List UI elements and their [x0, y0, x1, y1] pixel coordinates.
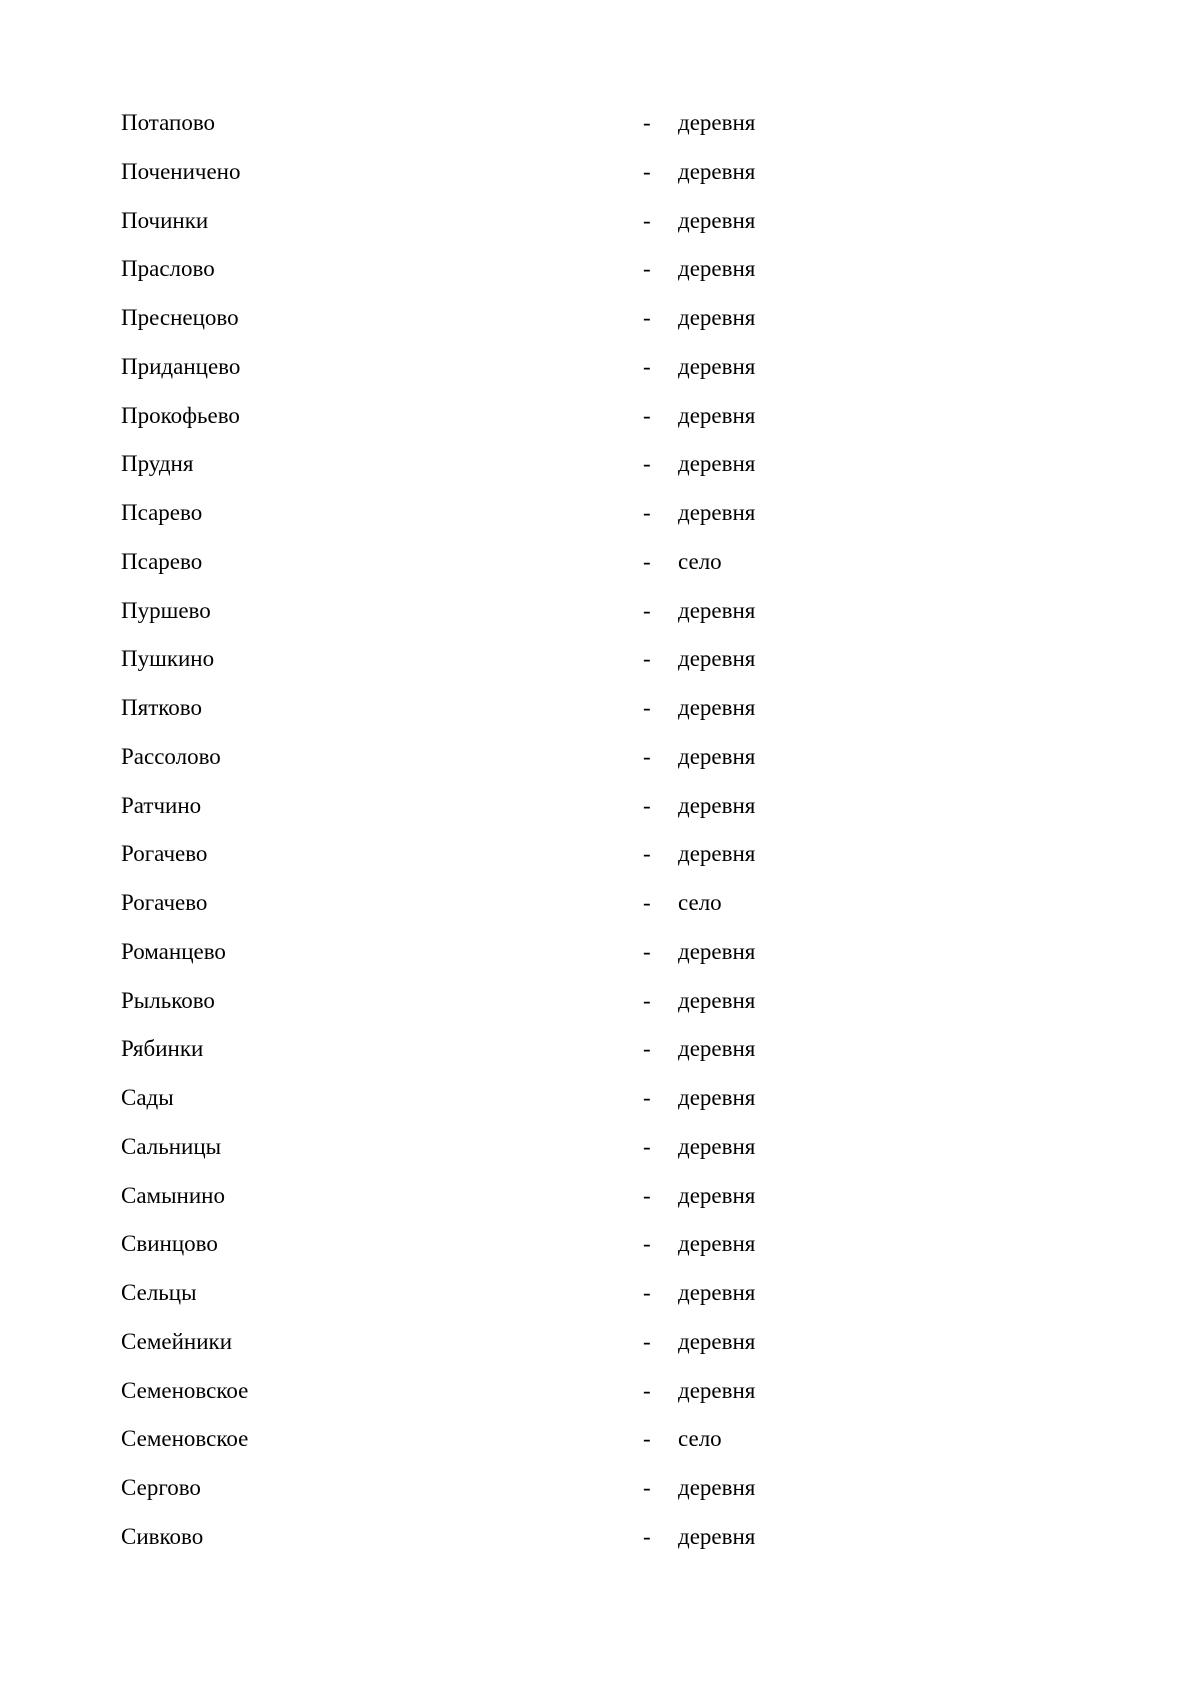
separator-dash: - [643, 1377, 651, 1403]
settlement-name: Рябинки [121, 1036, 204, 1062]
list-item [121, 742, 1021, 791]
separator-dash: - [643, 743, 651, 769]
settlement-name: Сальницы [121, 1133, 222, 1159]
separator-dash: - [643, 1133, 651, 1159]
settlement-name: Ратчино [121, 792, 202, 818]
settlement-name: Поченичено [121, 158, 241, 184]
separator-dash: - [643, 1085, 651, 1110]
settlement-type: деревня [678, 158, 756, 184]
settlement-type: деревня [678, 1231, 756, 1257]
list-item [121, 693, 1021, 742]
list-item [121, 1229, 1021, 1278]
separator-dash: - [643, 695, 651, 720]
settlement-name: Прудня [121, 451, 194, 477]
settlement-name: Сивково [121, 1523, 204, 1549]
separator-dash: - [643, 500, 651, 525]
separator-dash: - [643, 402, 651, 428]
settlement-type: деревня [678, 353, 756, 379]
settlement-name: Сергово [121, 1475, 201, 1500]
settlement-name: Рогачево [121, 890, 208, 915]
list-item [121, 1327, 1021, 1376]
list-item [121, 937, 1021, 986]
separator-dash: - [643, 451, 651, 477]
settlement-type: деревня [678, 1133, 756, 1159]
list-item [121, 644, 1021, 693]
list-item [121, 839, 1021, 888]
settlement-name: Свинцово [121, 1231, 218, 1257]
settlement-type: деревня [678, 792, 756, 818]
list-item [121, 791, 1021, 840]
settlement-name: Псарево [121, 500, 203, 525]
settlement-name: Пятково [121, 695, 202, 720]
separator-dash: - [643, 938, 651, 964]
settlement-type: деревня [678, 646, 756, 672]
separator-dash: - [643, 597, 651, 623]
settlement-type: деревня [678, 1036, 756, 1062]
list-item [121, 108, 1021, 157]
settlement-name: Рогачево [121, 841, 208, 867]
list-item [121, 206, 1021, 255]
list-item [121, 1522, 1021, 1571]
separator-dash: - [643, 1523, 651, 1549]
settlement-name: Преснецово [121, 305, 239, 330]
separator-dash: - [643, 1426, 651, 1452]
settlement-type: деревня [678, 1523, 756, 1549]
settlement-type: деревня [678, 1328, 756, 1354]
list-item [121, 1278, 1021, 1327]
separator-dash: - [643, 1280, 651, 1305]
list-item [121, 986, 1021, 1035]
list-item [121, 303, 1021, 352]
list-item [121, 449, 1021, 498]
settlement-type: деревня [678, 402, 756, 428]
settlement-type: деревня [678, 597, 756, 623]
separator-dash: - [643, 1475, 651, 1500]
settlement-name: Семейники [121, 1328, 233, 1354]
settlement-type: деревня [678, 1085, 756, 1110]
settlement-type: деревня [678, 451, 756, 477]
settlement-type: деревня [678, 110, 756, 135]
settlement-name: Самынино [121, 1182, 225, 1208]
separator-dash: - [643, 158, 651, 184]
separator-dash: - [643, 305, 651, 330]
separator-dash: - [643, 548, 651, 574]
settlement-type: деревня [678, 1377, 756, 1403]
separator-dash: - [643, 256, 651, 282]
settlement-type: деревня [678, 987, 756, 1013]
separator-dash: - [643, 890, 651, 915]
settlement-type: деревня [678, 743, 756, 769]
separator-dash: - [643, 353, 651, 379]
list-item [121, 1473, 1021, 1522]
settlement-type: деревня [678, 1182, 756, 1208]
separator-dash: - [643, 1328, 651, 1354]
separator-dash: - [643, 1231, 651, 1257]
settlement-name: Семеновское [121, 1377, 249, 1403]
list-item [121, 547, 1021, 596]
list-item [121, 401, 1021, 450]
separator-dash: - [643, 841, 651, 867]
list-item [121, 888, 1021, 937]
settlement-type: деревня [678, 1475, 756, 1500]
list-item [121, 1181, 1021, 1230]
list-item [121, 1083, 1021, 1132]
separator-dash: - [643, 1036, 651, 1062]
settlement-type: село [678, 1426, 722, 1452]
list-item [121, 352, 1021, 401]
list-item [121, 254, 1021, 303]
separator-dash: - [643, 792, 651, 818]
settlement-name: Романцево [121, 938, 226, 964]
settlement-name: Прокофьево [121, 402, 240, 428]
settlement-name: Пуршево [121, 597, 211, 623]
separator-dash: - [643, 1182, 651, 1208]
settlement-type: деревня [678, 256, 756, 282]
list-item [121, 1034, 1021, 1083]
settlement-type: деревня [678, 500, 756, 525]
settlement-type: деревня [678, 695, 756, 720]
settlement-name: Сады [121, 1085, 174, 1110]
settlement-name: Семеновское [121, 1426, 249, 1452]
settlement-type: село [678, 890, 722, 915]
settlement-type: деревня [678, 305, 756, 330]
list-item [121, 498, 1021, 547]
settlement-name: Починки [121, 207, 209, 233]
list-item [121, 157, 1021, 206]
settlement-list [121, 108, 1021, 1571]
settlement-type: деревня [678, 841, 756, 867]
settlement-name: Потапово [121, 110, 216, 135]
list-item [121, 1376, 1021, 1425]
settlement-name: Сельцы [121, 1280, 197, 1305]
settlement-name: Пушкино [121, 646, 215, 672]
settlement-name: Псарево [121, 548, 203, 574]
settlement-name: Рыльково [121, 987, 215, 1013]
list-item [121, 1424, 1021, 1473]
separator-dash: - [643, 646, 651, 672]
list-item [121, 596, 1021, 645]
separator-dash: - [643, 987, 651, 1013]
settlement-name: Приданцево [121, 353, 241, 379]
settlement-type: деревня [678, 938, 756, 964]
settlement-type: деревня [678, 1280, 756, 1305]
settlement-type: деревня [678, 207, 756, 233]
separator-dash: - [643, 207, 651, 233]
separator-dash: - [643, 110, 651, 135]
list-item [121, 1132, 1021, 1181]
settlement-name: Праслово [121, 256, 215, 282]
settlement-type: село [678, 548, 722, 574]
settlement-name: Рассолово [121, 743, 221, 769]
